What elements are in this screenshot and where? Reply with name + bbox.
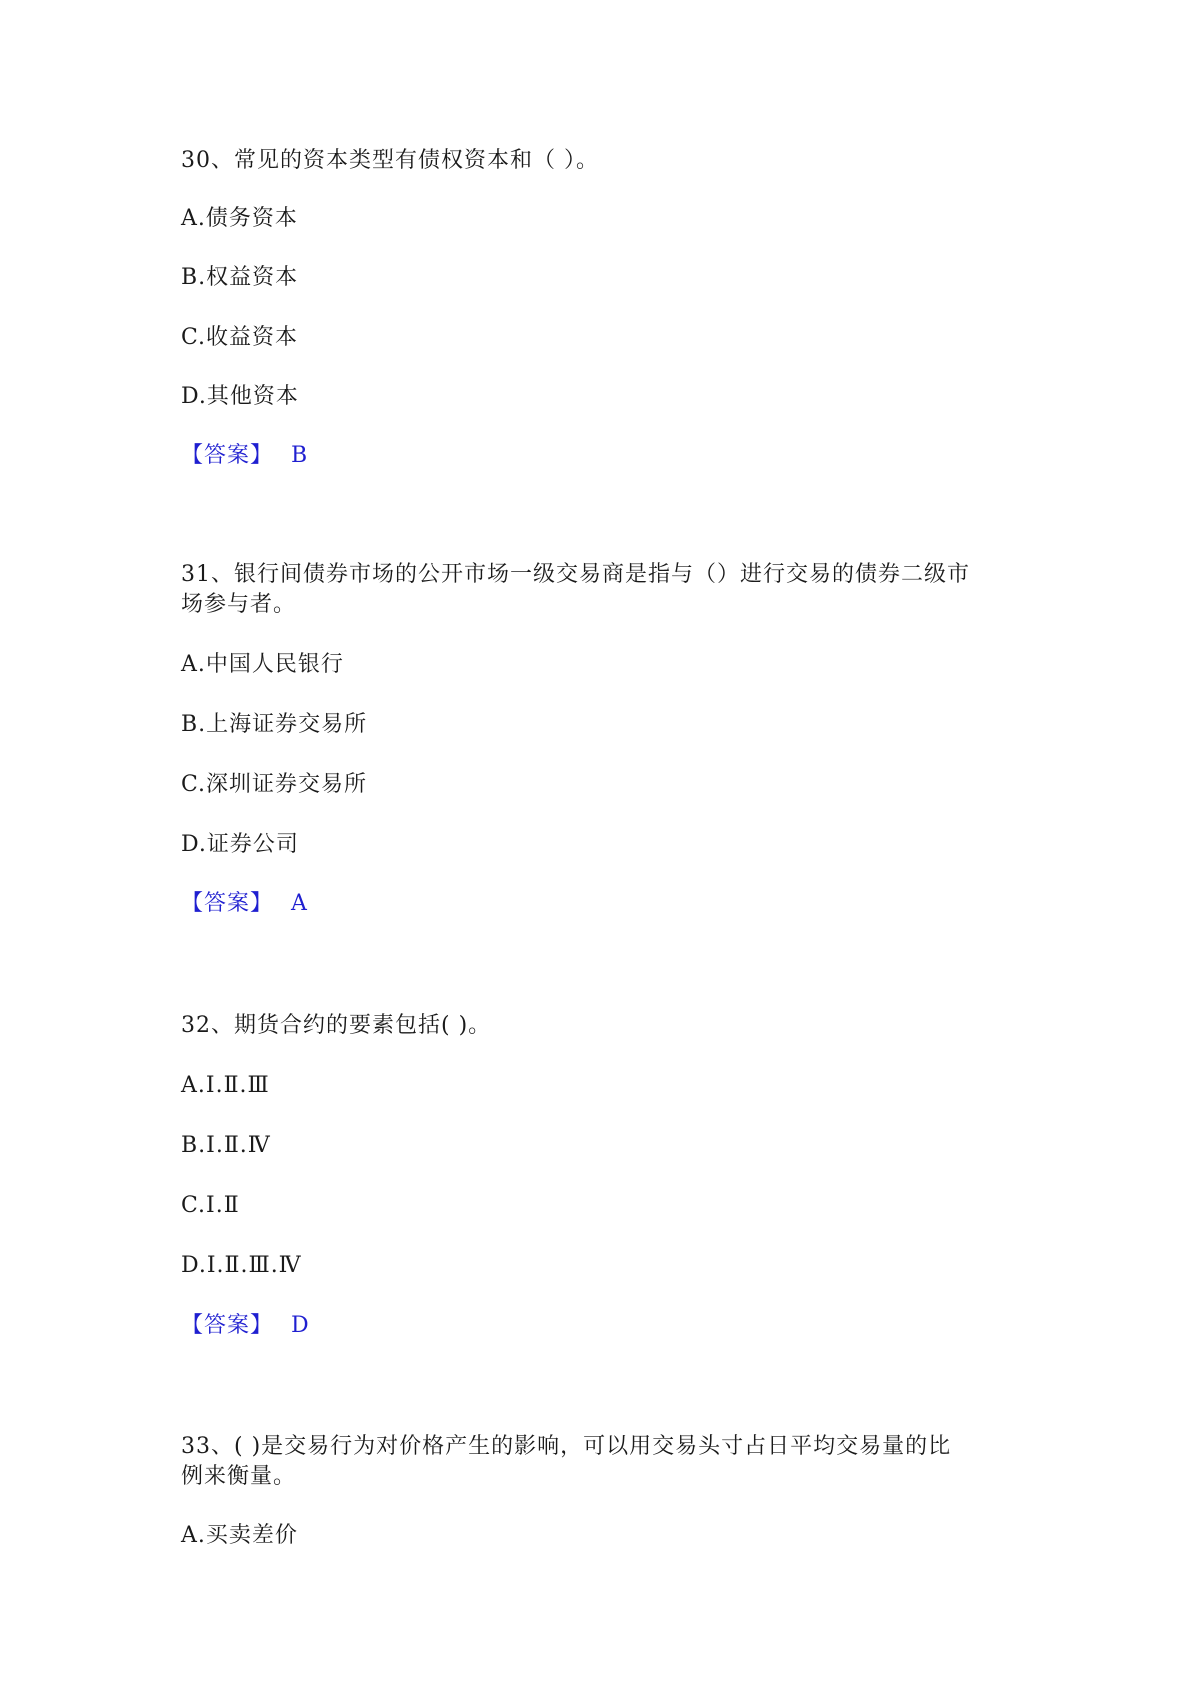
question-30-option-a: A.债务资本: [181, 206, 298, 231]
answer-value: D: [291, 1313, 310, 1338]
question-31-option-d: D.证券公司: [181, 832, 299, 857]
question-30-stem: 30、常见的资本类型有债权资本和（ ）。: [181, 148, 599, 173]
question-32-option-d: D.Ⅰ.Ⅱ.Ⅲ.Ⅳ: [181, 1253, 302, 1278]
answer-label: 【答案】: [181, 443, 274, 468]
question-32-answer: [181, 1311, 310, 1341]
question-31-option-c: C.深圳证券交易所: [181, 772, 368, 797]
question-32-stem: 32、期货合约的要素包括( )。: [181, 1013, 492, 1038]
question-32-option-a: A.Ⅰ.Ⅱ.Ⅲ: [181, 1073, 270, 1098]
question-32-option-c: C.Ⅰ.Ⅱ: [181, 1193, 240, 1218]
answer-label: 【答案】: [181, 891, 274, 916]
question-31-option-a: A.中国人民银行: [181, 652, 344, 677]
question-31-answer: [181, 889, 308, 919]
question-31-stem-line-2: 场参与者。: [181, 592, 297, 617]
answer-value: A: [291, 891, 308, 916]
question-33-stem-line-2: 例来衡量。: [181, 1464, 297, 1489]
question-32-option-b: B.Ⅰ.Ⅱ.Ⅳ: [181, 1133, 271, 1158]
question-30-option-d: D.其他资本: [181, 384, 299, 409]
question-30-option-c: C.收益资本: [181, 325, 299, 350]
answer-label: 【答案】: [181, 1313, 274, 1338]
answer-value: B: [291, 443, 309, 468]
question-33-option-a: A.买卖差价: [181, 1523, 298, 1548]
question-30-answer: [181, 441, 308, 471]
question-31-stem-line-1: 31、银行间债券市场的公开市场一级交易商是指与（）进行交易的债券二级市: [181, 562, 970, 587]
question-33-stem-line-1: 33、( )是交易行为对价格产生的影响，可以用交易头寸占日平均交易量的比: [181, 1434, 952, 1459]
question-31-option-b: B.上海证券交易所: [181, 712, 368, 737]
question-30-option-b: B.权益资本: [181, 265, 299, 290]
